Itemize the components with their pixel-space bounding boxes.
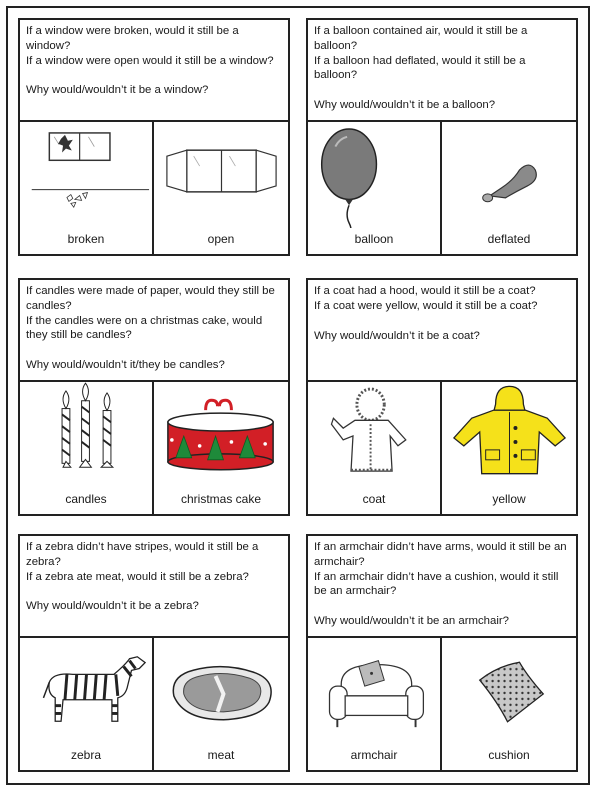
- picture-label: armchair: [350, 748, 398, 762]
- picture-label: coat: [362, 492, 386, 506]
- picture-open: [154, 120, 288, 254]
- why-question: Why would/wouldn’t it be a window?: [26, 84, 209, 97]
- picture-label: candles: [65, 492, 107, 506]
- picture-broken: [20, 120, 154, 254]
- picture-label: balloon: [354, 232, 394, 246]
- picture-label: cushion: [488, 748, 530, 762]
- picture-label: yellow: [492, 492, 526, 506]
- yellow-raincoat-icon: [442, 380, 576, 488]
- christmas-cake-icon: [154, 380, 288, 488]
- picture-cushion: [442, 636, 576, 770]
- question-line: If a coat were yellow, would it still be a coat?: [314, 299, 538, 312]
- why-question: Why would/wouldn’t it be an armchair?: [314, 615, 509, 628]
- picture-zebra: [20, 636, 154, 770]
- coat-icon: [308, 380, 440, 488]
- zebra-icon: [20, 636, 152, 744]
- why-question: Why would/wouldn’t it be a zebra?: [26, 600, 199, 613]
- picture-meat: [154, 636, 288, 770]
- question-box: [20, 20, 288, 122]
- question-line: If a window were open would it still be a window?: [26, 54, 274, 67]
- picture-christmas-cake: [154, 380, 288, 514]
- question-card-armchair: [306, 534, 578, 772]
- deflated-balloon-icon: [442, 120, 576, 228]
- question-box: [20, 280, 288, 382]
- question-line: If a window were broken, would it still be a window?: [26, 25, 239, 52]
- why-question: Why would/wouldn’t it be a balloon?: [314, 99, 496, 112]
- question-card-zebra: [18, 534, 290, 772]
- balloon-icon: [308, 120, 440, 228]
- question-line: If a coat had a hood, would it still be a coat?: [314, 285, 536, 297]
- cushion-icon: [442, 636, 576, 744]
- question-box: [20, 536, 288, 638]
- picture-armchair: [308, 636, 442, 770]
- question-card-balloon: [306, 18, 578, 256]
- steak-icon: [154, 636, 288, 744]
- armchair-icon: [308, 636, 440, 744]
- question-line: If a zebra didn’t have stripes, would it still be a zebra?: [26, 541, 259, 568]
- picture-yellow: [442, 380, 576, 514]
- question-line: If an armchair didn’t have arms, would it still be an armchair?: [314, 541, 567, 568]
- question-box: [308, 20, 576, 122]
- why-question: Why would/wouldn’t it/they be candles?: [26, 359, 225, 372]
- why-question: Why would/wouldn’t it be a coat?: [314, 329, 480, 342]
- picture-candles: [20, 380, 154, 514]
- picture-label: broken: [67, 232, 105, 246]
- question-card-candles: [18, 278, 290, 516]
- question-box: [308, 280, 576, 382]
- picture-label: meat: [207, 748, 235, 762]
- picture-label: christmas cake: [180, 492, 262, 506]
- question-line: If candles were made of paper, would they still be candles?: [26, 285, 275, 312]
- question-line: If an armchair didn’t have a cushion, would it still be an armchair?: [314, 570, 559, 598]
- question-card-window: [18, 18, 290, 256]
- question-box: [308, 536, 576, 638]
- question-line: If a balloon contained air, would it still be a balloon?: [314, 25, 528, 52]
- picture-deflated: [442, 120, 576, 254]
- open-window-icon: [154, 120, 288, 228]
- picture-label: zebra: [70, 748, 102, 762]
- picture-label: open: [207, 232, 235, 246]
- picture-balloon: [308, 120, 442, 254]
- question-line: If a balloon had deflated, would it still be a balloon?: [314, 54, 526, 82]
- candles-icon: [20, 380, 152, 488]
- question-card-coat: [306, 278, 578, 516]
- question-line: If a zebra ate meat, would it still be a zebra?: [26, 570, 249, 583]
- question-line: If the candles were on a christmas cake, would they still be candles?: [26, 314, 263, 342]
- broken-window-icon: [20, 120, 152, 228]
- picture-label: deflated: [487, 232, 531, 246]
- picture-coat: [308, 380, 442, 514]
